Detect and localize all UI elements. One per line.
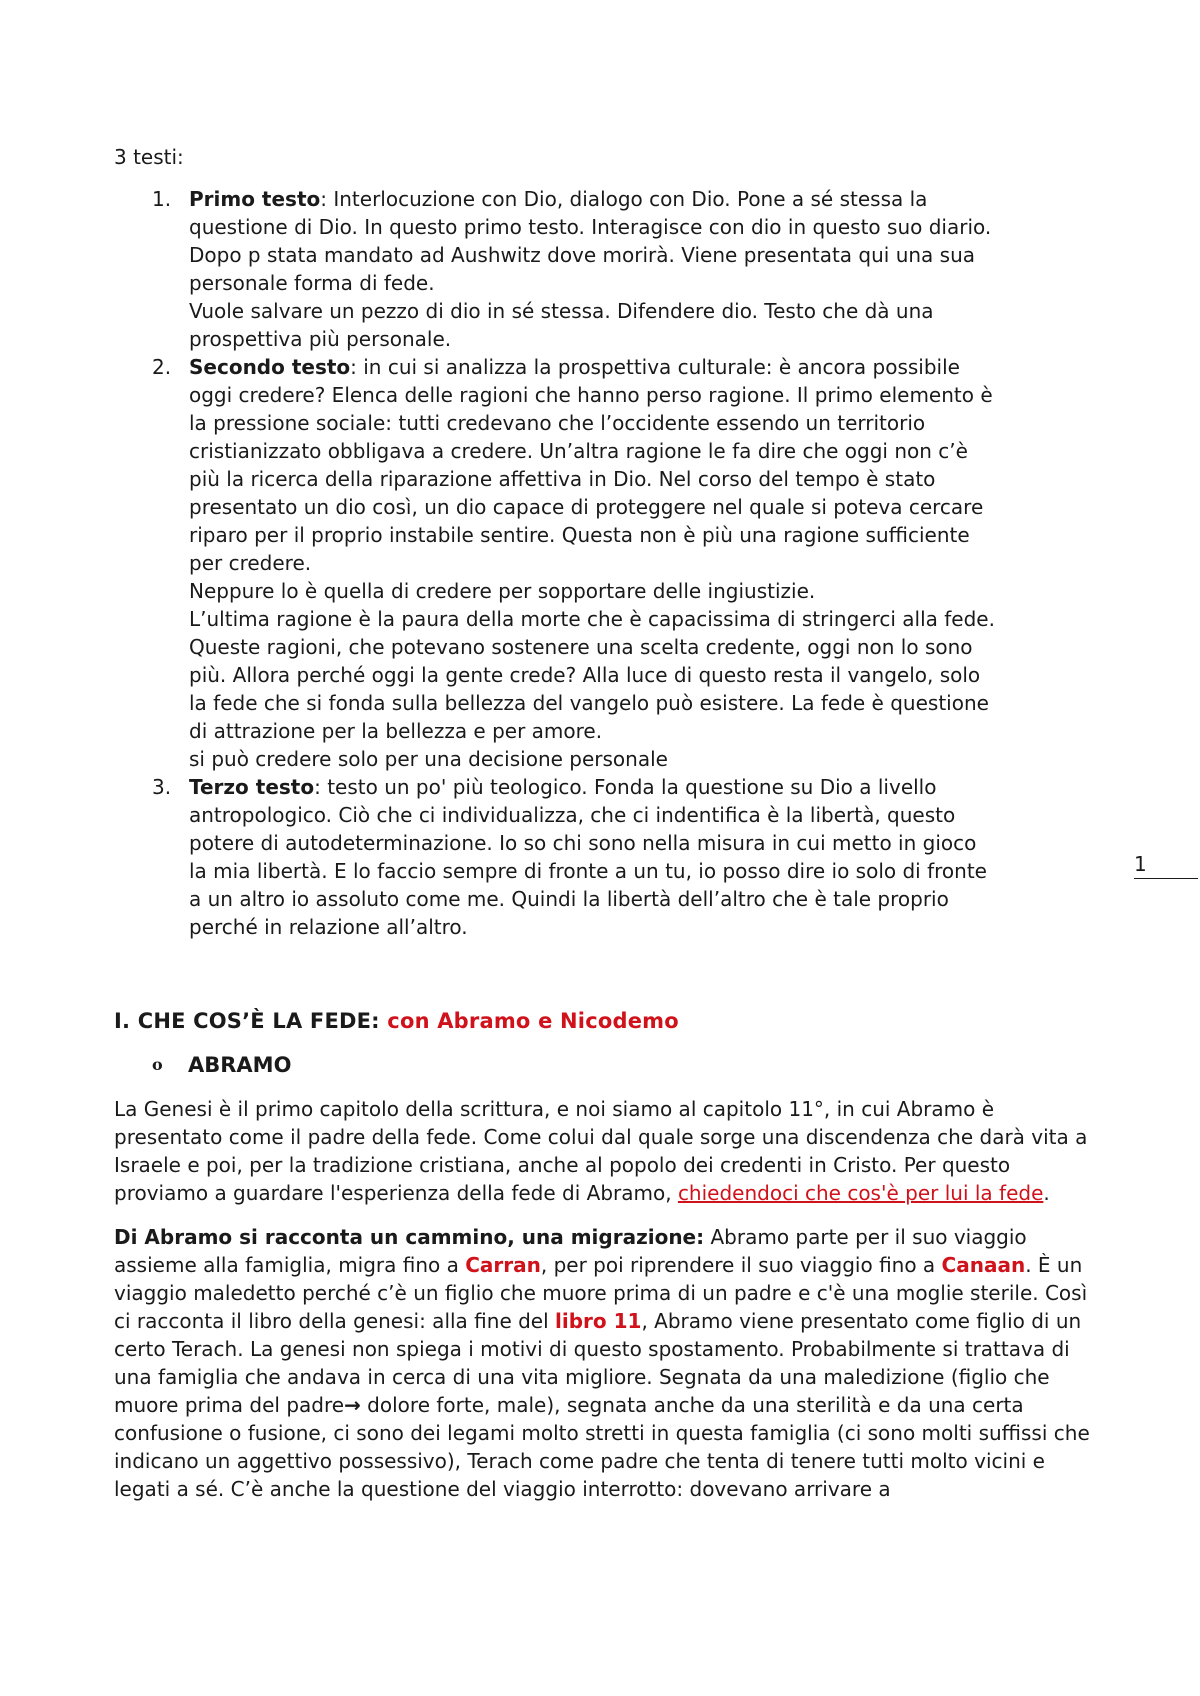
item-line: per credere. bbox=[189, 551, 312, 575]
item-line: Vuole salvare un pezzo di dio in sé stessa. Difendere dio. Testo che dà una bbox=[189, 299, 934, 323]
paragraph-text: dolore forte, male), segnata anche da una sterilità e da una certa confusione o fusione, ci sono dei legami molto stretti in questa famiglia (ci sono molti suffissi che indicano un aggettivo possessivo), Terach come padre che tenta di tenere tutti molto vicini e legati a sé. C’è anche la questione del viaggio interrotto: dovevano arrivare a bbox=[114, 1393, 1090, 1501]
place-canaan: Canaan bbox=[941, 1253, 1026, 1277]
bullet-marker: o bbox=[152, 1055, 163, 1074]
item-title: Primo testo bbox=[189, 187, 321, 211]
item-line: questione di Dio. In questo primo testo. Interagisce con dio in questo suo diario. bbox=[189, 215, 992, 239]
list-item-secondo-testo bbox=[114, 353, 1099, 773]
item-line: : in cui si analizza la prospettiva culturale: è ancora possibile bbox=[350, 355, 960, 379]
paragraph-text: , per poi riprendere il suo viaggio fino a bbox=[540, 1253, 942, 1277]
item-line: si può credere solo per una decisione personale bbox=[189, 747, 668, 771]
list-number: 2. bbox=[152, 355, 172, 379]
paragraph-cammino bbox=[114, 1223, 1099, 1503]
paragraph-text: La Genesi è il primo capitolo della scrittura, e noi siamo al capitolo 11°, in cui Abramo è presentato come il padre della fede. Come colui dal quale sorge una discendenza che darà vita a Israele e poi, per la tradizione cristiana, anche al popolo dei credenti in Cristo. Per questo proviamo a guardare l'esperienza della fede di Abramo, bbox=[114, 1097, 1088, 1205]
item-line: presentato un dio così, un dio capace di proteggere nel quale si poteva cercare bbox=[189, 495, 984, 519]
texts-list bbox=[114, 185, 1099, 941]
item-line: antropologico. Ciò che ci individualizza, che ci indentifica è la libertà, questo bbox=[189, 803, 956, 827]
item-line: perché in relazione all’altro. bbox=[189, 915, 468, 939]
arrow-icon: → bbox=[344, 1393, 361, 1417]
item-title: Secondo testo bbox=[189, 355, 351, 379]
item-line: Neppure lo è quella di credere per sopportare delle ingiustizie. bbox=[189, 579, 816, 603]
item-line: cristianizzato obbligava a credere. Un’altra ragione le fa dire che oggi non c’è bbox=[189, 439, 968, 463]
underlined-link[interactable]: chiedendoci che cos'è per lui la fede bbox=[677, 1181, 1044, 1205]
item-title: Terzo testo bbox=[189, 775, 315, 799]
paragraph-text: , Abramo viene presentato come figlio di un certo Terach. La genesi non spiega i motivi di questo spostamento. Probabilmente si trattava di una famiglia che andava in cerca di una vita migliore. Segnata da una maledizione (figlio che muore prima del padre bbox=[114, 1309, 1082, 1417]
page-number: 1 bbox=[1134, 852, 1147, 876]
list-number: 3. bbox=[152, 775, 172, 799]
document-body bbox=[114, 143, 1099, 1503]
item-line: la fede che si fonda sulla bellezza del vangelo può esistere. La fede è questione bbox=[189, 691, 989, 715]
item-line: oggi credere? Elenca delle ragioni che hanno perso ragione. Il primo elemento è bbox=[189, 383, 993, 407]
paragraph-text: Abramo parte per il suo viaggio assieme alla famiglia, migra fino a bbox=[114, 1225, 1027, 1277]
item-line: potere di autodeterminazione. Io so chi sono nella misura in cui metto in gioco bbox=[189, 831, 977, 855]
item-line: L’ultima ragione è la paura della morte che è capacissima di stringerci alla fede. bbox=[189, 607, 995, 631]
book-reference: libro 11 bbox=[555, 1309, 642, 1333]
paragraph-text: . bbox=[1043, 1181, 1050, 1205]
paragraph-genesi bbox=[114, 1095, 1099, 1207]
item-line: : Interlocuzione con Dio, dialogo con Dio. Pone a sé stessa la bbox=[320, 187, 928, 211]
paragraph-text: . È un viaggio maledetto perché c’è un figlio che muore prima di un padre e c'è una moglie sterile. Così ci racconta il libro della genesi: alla fine del bbox=[114, 1253, 1088, 1333]
page-number-rule bbox=[1134, 878, 1198, 879]
item-line: la mia libertà. E lo faccio sempre di fronte a un tu, io posso dire io solo di fronte bbox=[189, 859, 987, 883]
item-line: Queste ragioni, che potevano sostenere una scelta credente, oggi non lo sono bbox=[189, 635, 973, 659]
list-item-terzo-testo bbox=[114, 773, 1099, 941]
heading-prefix: I. CHE COS’È LA FEDE: bbox=[114, 1009, 388, 1033]
item-line: Dopo p stata mandato ad Aushwitz dove morirà. Viene presentata qui una sua bbox=[189, 243, 976, 267]
heading-highlight: con Abramo e Nicodemo bbox=[387, 1009, 679, 1033]
item-line: la pressione sociale: tutti credevano che l’occidente essendo un territorio bbox=[189, 411, 926, 435]
intro-line: 3 testi: bbox=[114, 145, 184, 169]
subsection-heading bbox=[114, 1051, 1099, 1079]
item-line: più la ricerca della riparazione affettiva in Dio. Nel corso del tempo è stato bbox=[189, 467, 936, 491]
item-line: : testo un po' più teologico. Fonda la questione su Dio a livello bbox=[314, 775, 937, 799]
subheading-text: ABRAMO bbox=[188, 1053, 292, 1077]
item-line: riparo per il proprio instabile sentire. Questa non è più una ragione sufficiente bbox=[189, 523, 970, 547]
item-line: personale forma di fede. bbox=[189, 271, 435, 295]
section-heading bbox=[114, 1007, 1099, 1035]
list-number: 1. bbox=[152, 187, 172, 211]
item-line: a un altro io assoluto come me. Quindi la libertà dell’altro che è tale proprio bbox=[189, 887, 949, 911]
place-carran: Carran bbox=[465, 1253, 541, 1277]
item-line: di attrazione per la bellezza e per amore. bbox=[189, 719, 603, 743]
list-item-primo-testo bbox=[114, 185, 1099, 353]
item-line: prospettiva più personale. bbox=[189, 327, 452, 351]
paragraph-lead: Di Abramo si racconta un cammino, una migrazione: bbox=[114, 1225, 705, 1249]
item-line: più. Allora perché oggi la gente crede? Alla luce di questo resta il vangelo, solo bbox=[189, 663, 981, 687]
